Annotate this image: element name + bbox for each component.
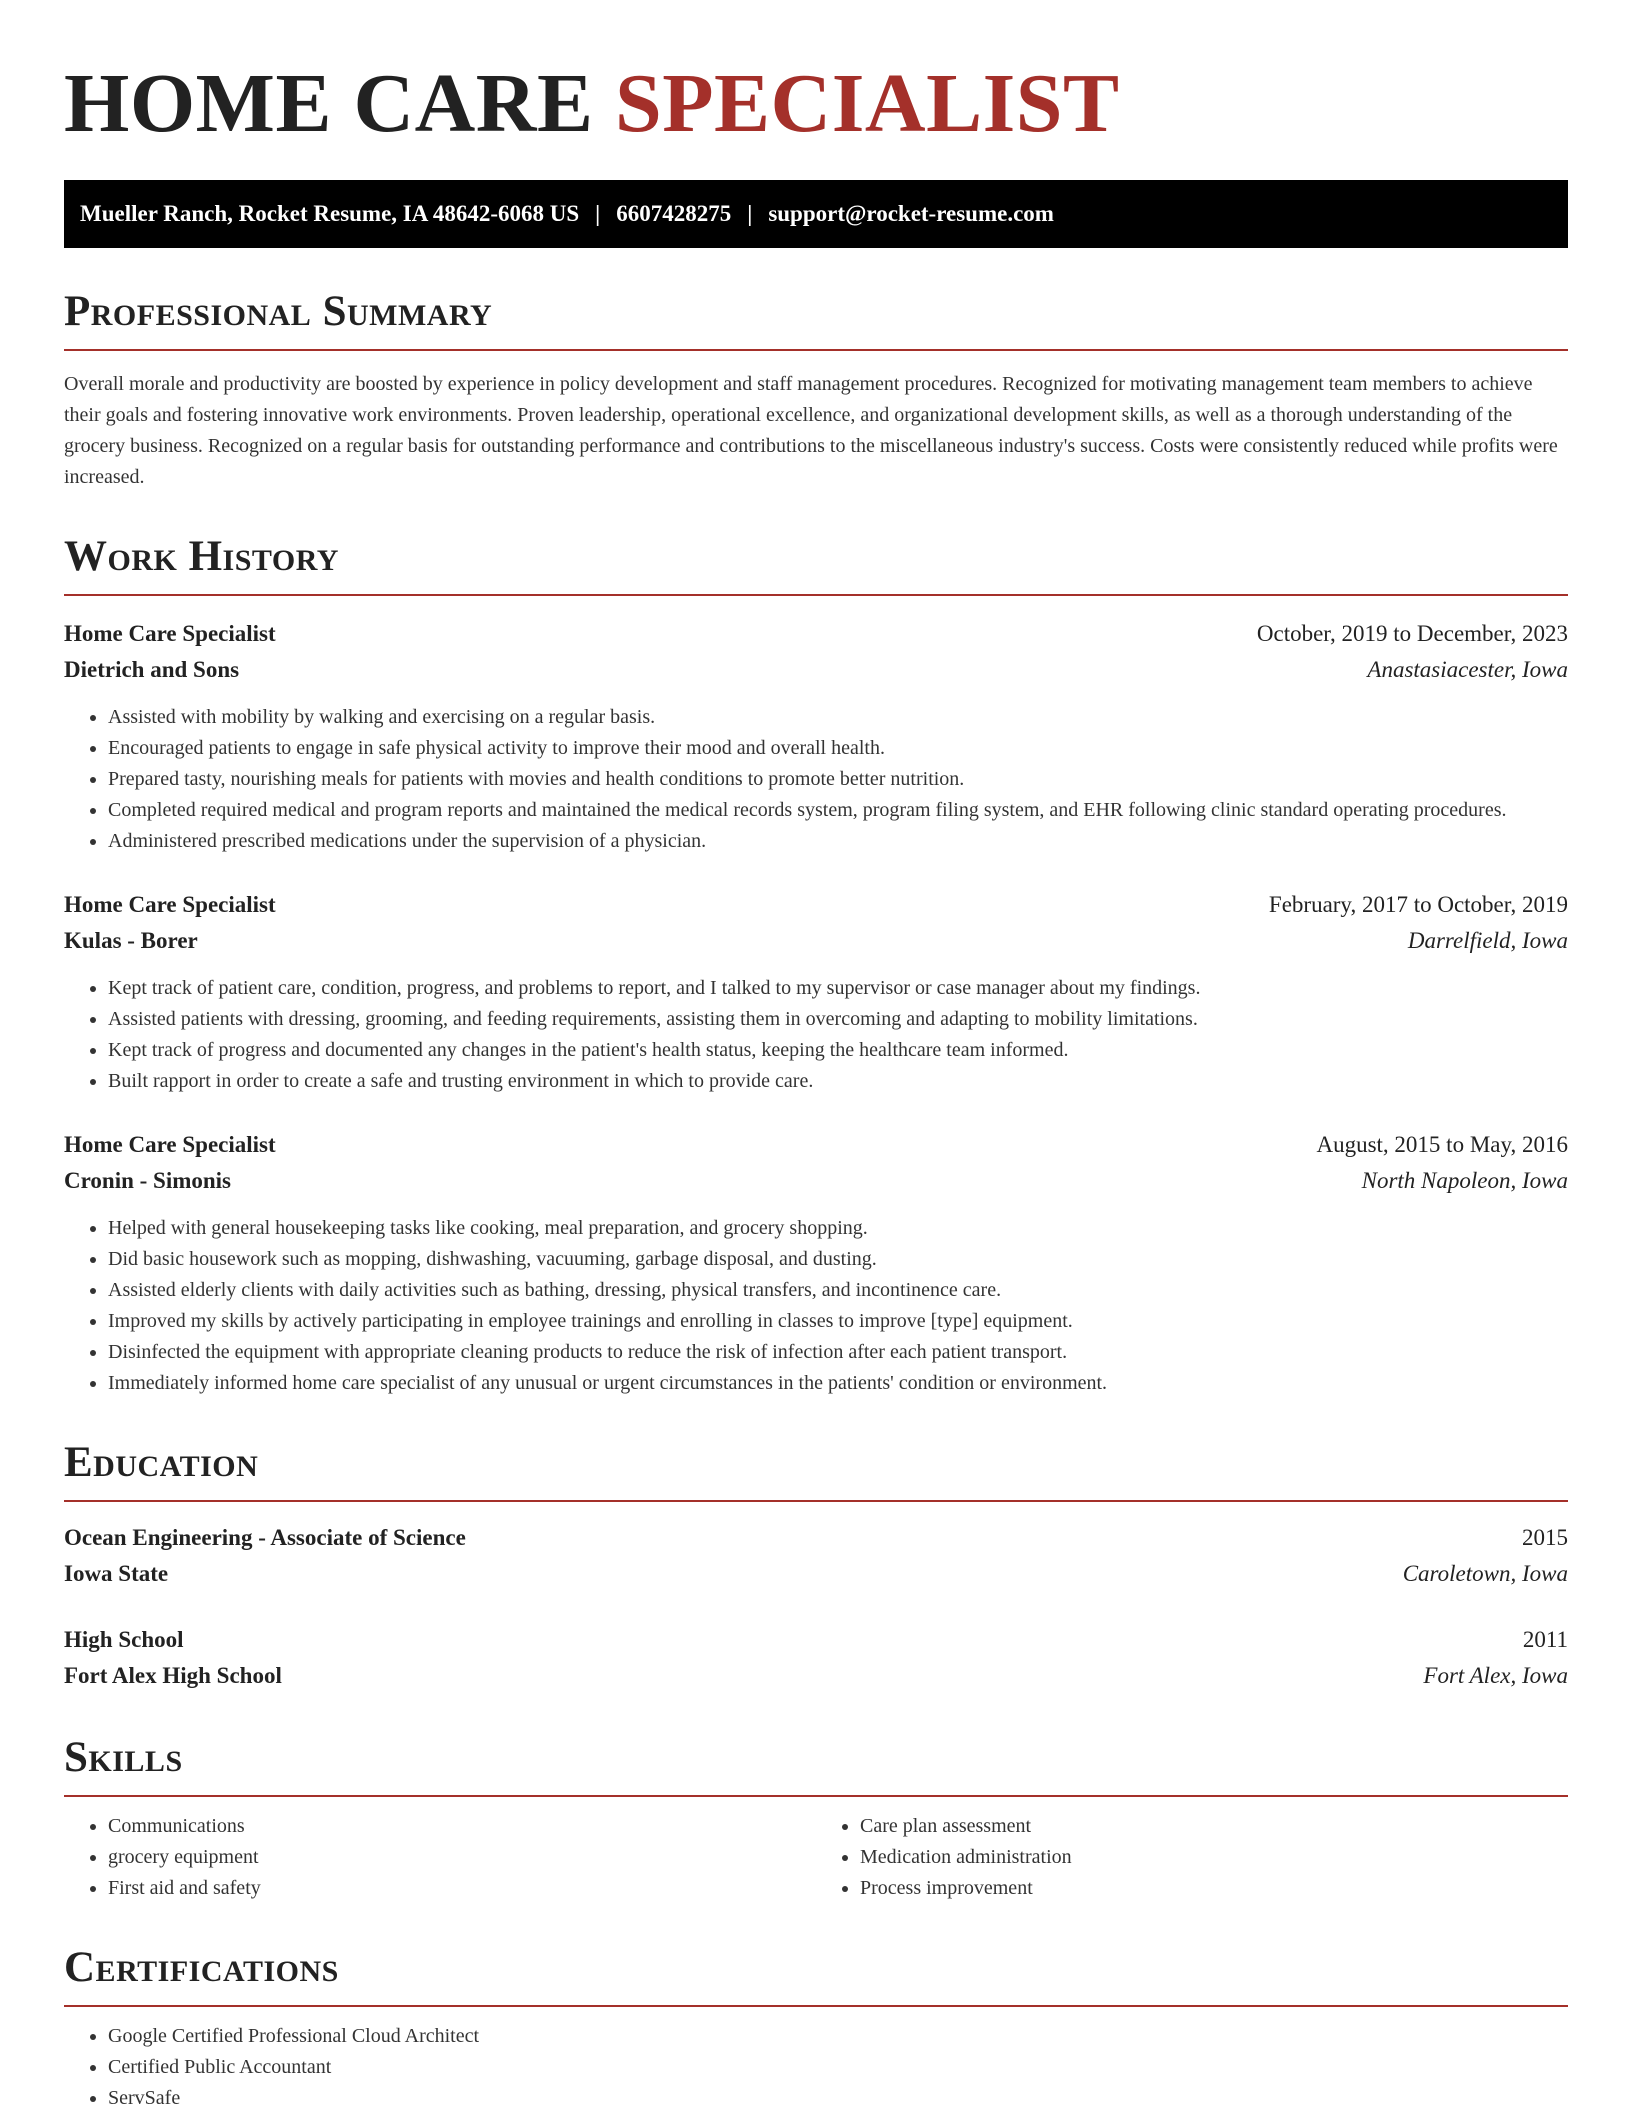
skill-item: • Communications: [108, 1811, 816, 1842]
job-bullet: • Immediately informed home care specialist of any unusual or urgent circumstances in the patients' condition or environment.: [108, 1368, 1568, 1399]
skill-item: • Process improvement: [860, 1873, 1568, 1904]
job-dates: August, 2015 to May, 2016: [1316, 1132, 1568, 1157]
certification-item: • ServSafe: [108, 2083, 1568, 2114]
contact-address: Mueller Ranch, Rocket Resume, IA 48642-6068 US: [80, 201, 580, 226]
skills-grid: [64, 1811, 1568, 1904]
section-title-certifications: Certifications: [64, 1946, 1568, 2007]
job-bullet: • Administered prescribed medications under the supervision of a physician.: [108, 826, 1568, 857]
job-company: Dietrich and Sons: [64, 657, 240, 682]
education-degree: High School: [64, 1627, 184, 1652]
skill-item: • Care plan assessment: [860, 1811, 1568, 1842]
job-bullet: • Encouraged patients to engage in safe physical activity to improve their mood and overall health.: [108, 733, 1568, 764]
job-bullet: • Prepared tasty, nourishing meals for patients with movies and health conditions to promote better nutrition.: [108, 764, 1568, 795]
job-dates: February, 2017 to October, 2019: [1268, 892, 1568, 917]
job-role: Home Care Specialist: [64, 1132, 276, 1157]
job-entry: [64, 887, 1568, 1097]
section-title-skills: Skills: [64, 1736, 1568, 1797]
education-year: 2011: [1522, 1627, 1568, 1652]
contact-phone: 6607428275: [616, 201, 732, 226]
education-school: Fort Alex High School: [64, 1663, 282, 1688]
contact-bar: [64, 180, 1568, 248]
job-company: Cronin - Simonis: [64, 1168, 232, 1193]
job-company: Kulas - Borer: [64, 928, 198, 953]
job-bullets: [64, 702, 1568, 857]
job-dates: October, 2019 to December, 2023: [1256, 621, 1568, 646]
job-bullets: [64, 973, 1568, 1097]
education-entry: [64, 1520, 1568, 1592]
education-school: Iowa State: [64, 1561, 169, 1586]
job-bullet: • Assisted elderly clients with daily activities such as bathing, dressing, physical transfers, and incontinence care.: [108, 1275, 1568, 1306]
job-bullet: • Completed required medical and program reports and maintained the medical records system, program filing system, and EHR following clinic standard operating procedures.: [108, 795, 1568, 826]
job-bullet: • Improved my skills by actively participating in employee trainings and enrolling in classes to improve [type] equipment.: [108, 1306, 1568, 1337]
name-last: SPECIALIST: [615, 57, 1120, 150]
skills-list-right: [816, 1811, 1568, 1904]
job-bullet: • Did basic housework such as mopping, dishwashing, vacuuming, garbage disposal, and dusting.: [108, 1244, 1568, 1275]
job-bullet: • Kept track of progress and documented any changes in the patient's health status, keeping the healthcare team informed.: [108, 1035, 1568, 1066]
job-entry: [64, 1127, 1568, 1399]
name-first: HOME CARE: [64, 57, 594, 150]
contact-separator: |: [747, 201, 753, 226]
job-bullet: • Helped with general housekeeping tasks like cooking, meal preparation, and grocery shopping.: [108, 1213, 1568, 1244]
job-location: Darrelfield, Iowa: [1407, 928, 1568, 953]
job-bullet: • Assisted patients with dressing, grooming, and feeding requirements, assisting them in overcoming and adapting to mobility limitations.: [108, 1004, 1568, 1035]
resume-name: [64, 57, 1568, 150]
skills-list-left: [64, 1811, 816, 1904]
contact-separator: |: [595, 201, 601, 226]
skill-item: • Medication administration: [860, 1842, 1568, 1873]
job-role: Home Care Specialist: [64, 621, 276, 646]
section-title-education: Education: [64, 1441, 1568, 1502]
certifications-list: [64, 2021, 1568, 2114]
job-entry: [64, 616, 1568, 857]
job-bullet: • Kept track of patient care, condition, progress, and problems to report, and I talked to my supervisor or case manager about my findings.: [108, 973, 1568, 1004]
education-location: Caroletown, Iowa: [1402, 1561, 1568, 1586]
job-role: Home Care Specialist: [64, 892, 276, 917]
section-title-summary: Professional Summary: [64, 290, 1568, 351]
education-entry: [64, 1622, 1568, 1694]
skill-item: • grocery equipment: [108, 1842, 816, 1873]
skill-item: • First aid and safety: [108, 1873, 816, 1904]
certification-item: • Certified Public Accountant: [108, 2052, 1568, 2083]
summary-text: Overall morale and productivity are boosted by experience in policy development and staff management procedures. Recognized for motivating management team members to achieve their goals and fostering innovative work environments. Proven leadership, operational excellence, and organizational development skills, as well as a thorough understanding of the grocery business. Recognized on a regular basis for outstanding performance and contributions to the miscellaneous industry's success. Costs were consistently reduced while profits were increased.: [64, 373, 1558, 488]
job-bullet: • Assisted with mobility by walking and exercising on a regular basis.: [108, 702, 1568, 733]
education-year: 2015: [1522, 1525, 1568, 1550]
job-bullets: [64, 1213, 1568, 1399]
job-bullet: • Built rapport in order to create a safe and trusting environment in which to provide care.: [108, 1066, 1568, 1097]
section-title-work-history: Work History: [64, 535, 1568, 596]
job-bullet: • Disinfected the equipment with appropriate cleaning products to reduce the risk of infection after each patient transport.: [108, 1337, 1568, 1368]
job-location: North Napoleon, Iowa: [1361, 1168, 1568, 1193]
education-location: Fort Alex, Iowa: [1423, 1663, 1568, 1688]
education-degree: Ocean Engineering - Associate of Science: [64, 1525, 466, 1550]
job-location: Anastasiacester, Iowa: [1367, 657, 1568, 682]
certification-item: • Google Certified Professional Cloud Architect: [108, 2021, 1568, 2052]
contact-email: support@rocket-resume.com: [768, 201, 1054, 226]
